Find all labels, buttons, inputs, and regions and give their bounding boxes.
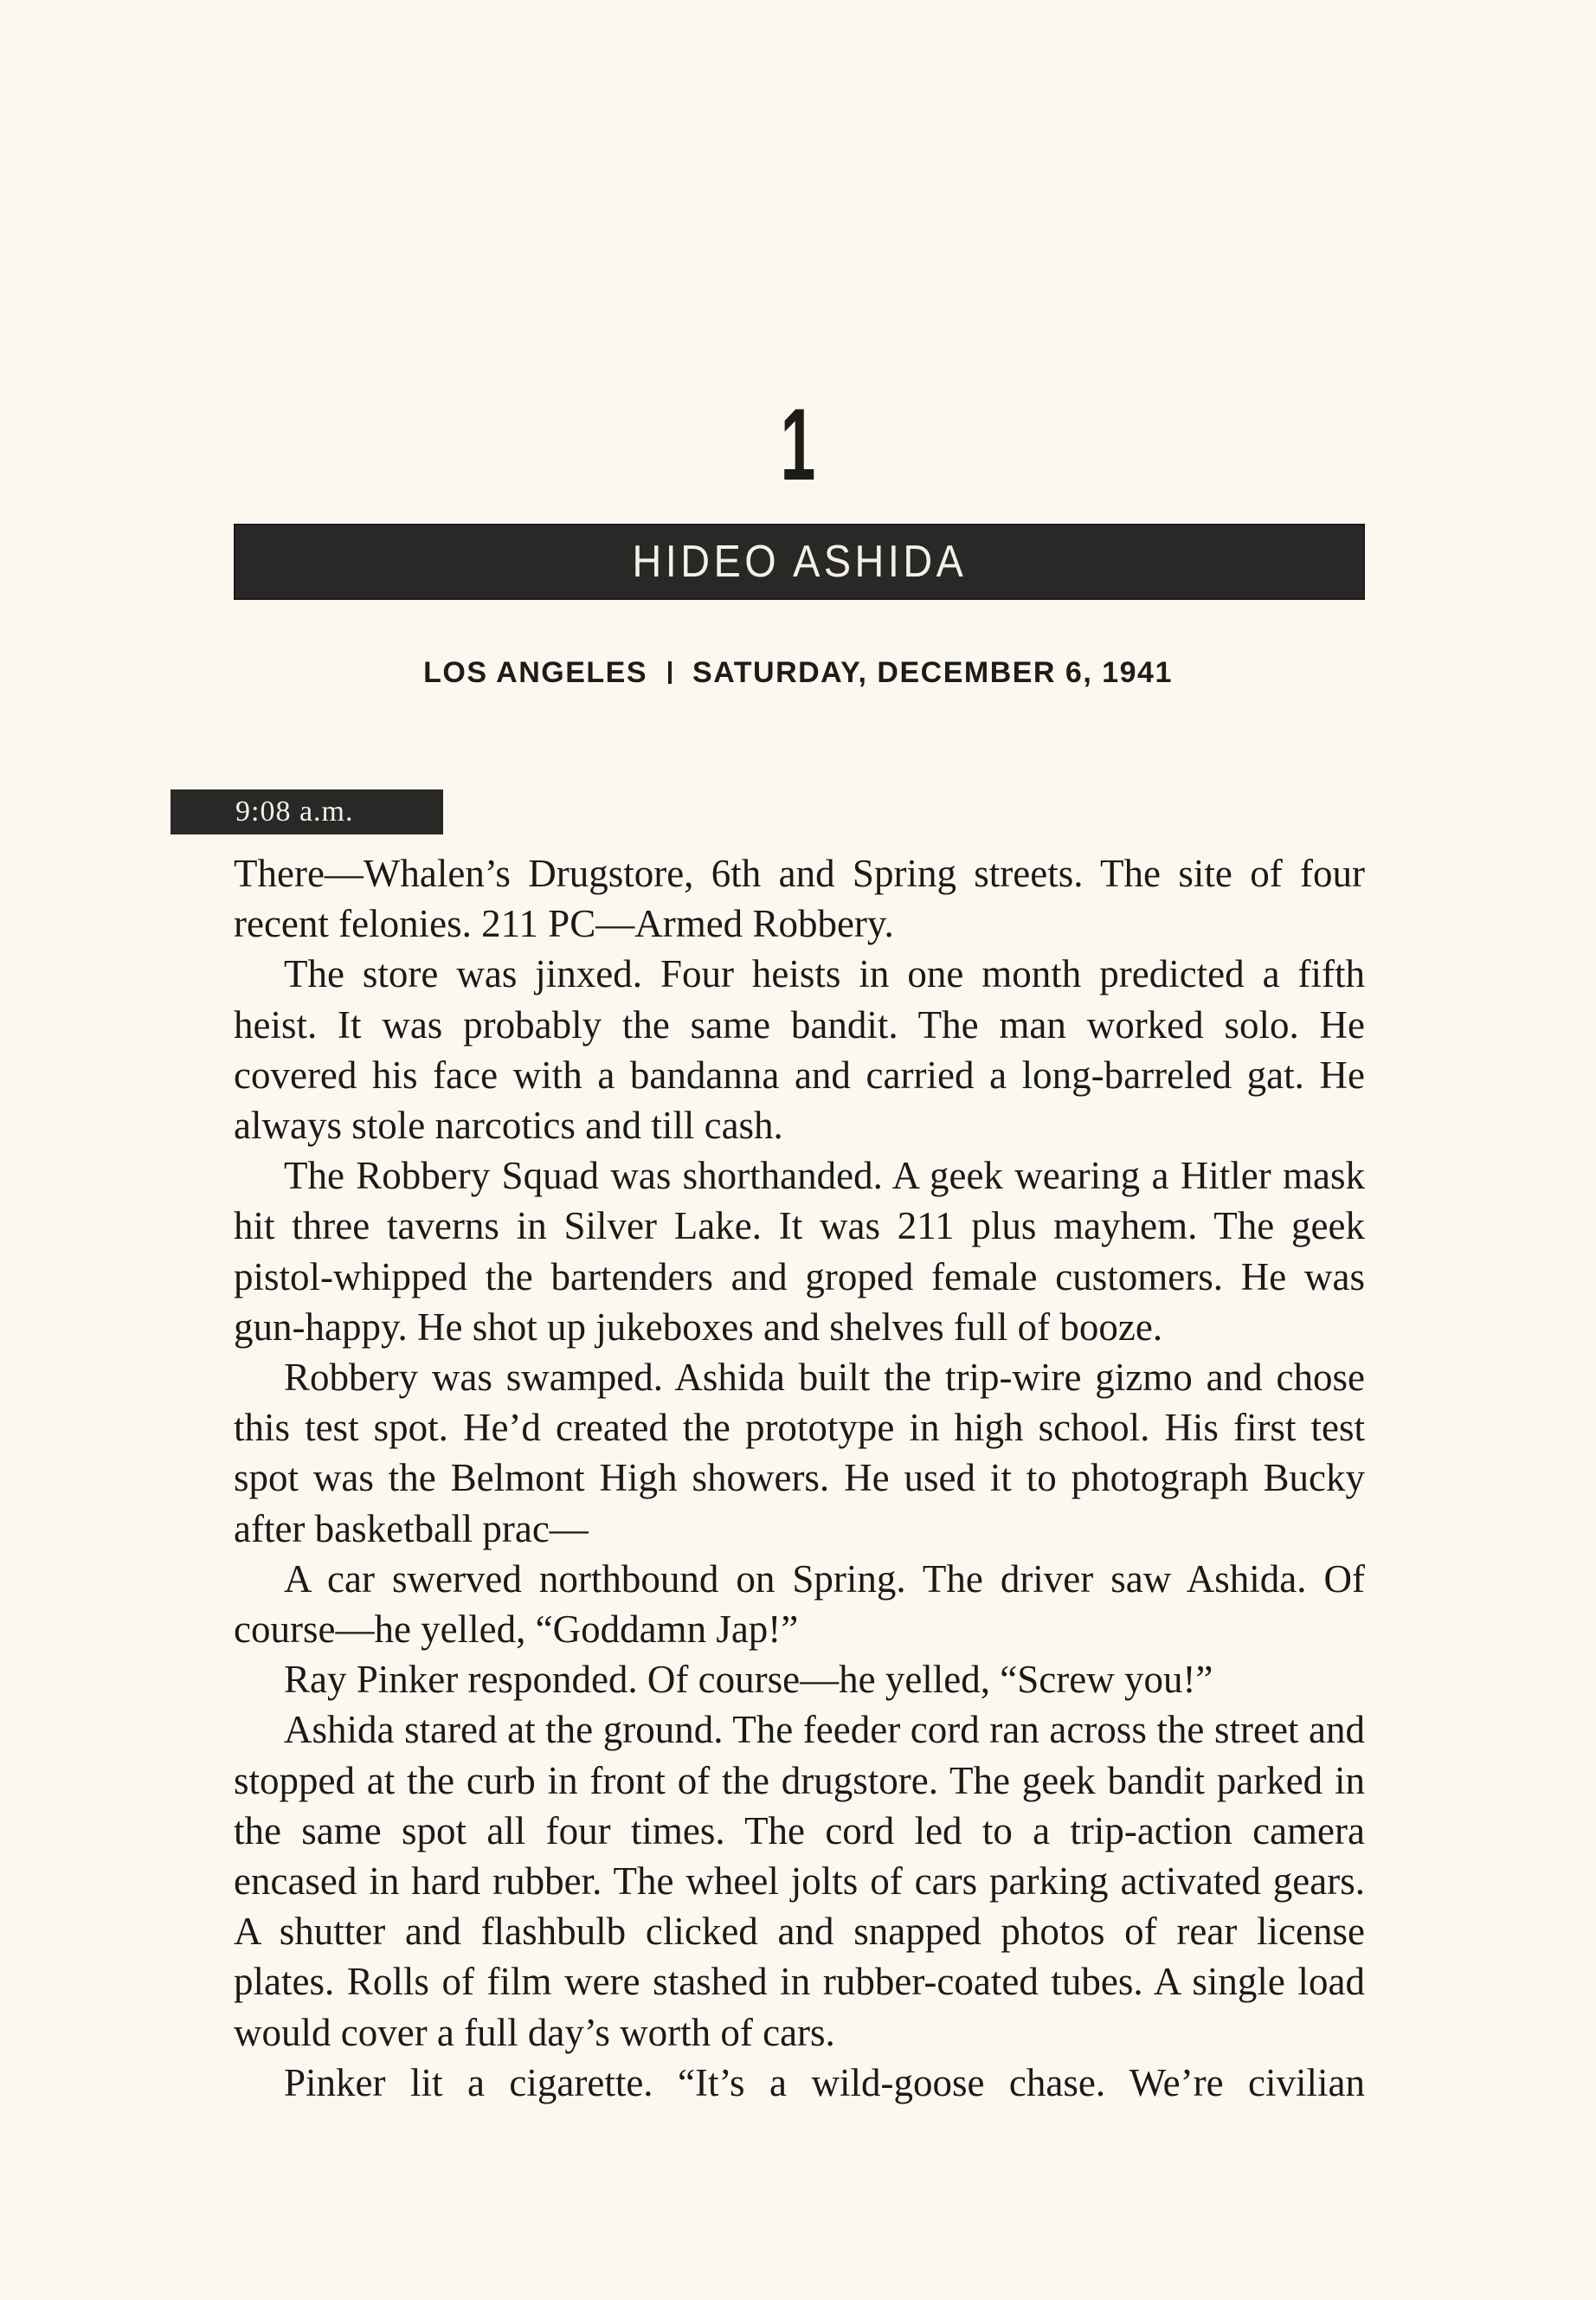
time-marker-text: 9:08 a.m. (235, 796, 354, 828)
paragraph: Pinker lit a cigarette. “It’s a wild-goose chase. We’re civilian (284, 2060, 1365, 2104)
paragraph: There—Whalen’s Drugstore, 6th and Spring streets. The site of four recent felonies. 211 PC—Armed Robbery. (234, 852, 1365, 946)
body-text (234, 848, 1365, 2108)
dateline-place: LOS ANGELES (423, 656, 648, 689)
paragraph: Ashida stared at the ground. The feeder cord ran across the street and stopped at the curb in front of the drugstore. The geek bandit parked in the same spot all four times. The cord led to a trip-action camera encased in hard rubber. The wheel jolts of cars parking activated gears. A shutter and flashbulb clicked and snapped photos of rear license plates. Rolls of film were stashed in rubber-coated tubes. A single load would cover a full day’s worth of cars. (234, 1708, 1365, 2054)
chapter-title-banner (234, 524, 1365, 600)
dateline (0, 656, 1596, 690)
time-marker (171, 789, 443, 834)
paragraph: The Robbery Squad was shorthanded. A geek wearing a Hitler mask hit three taverns in Silver Lake. It was 211 plus mayhem. The geek pistol-whipped the bartenders and groped female customers. He was gun-happy. He shot up jukeboxes and shelves full of booze. (234, 1154, 1365, 1349)
paragraph: Robbery was swamped. Ashida built the trip-wire gizmo and chose this test spot. He’d created the prototype in high school. His first test spot was the Belmont High showers. He used it to photograph Bucky after basketball prac— (234, 1356, 1365, 1550)
paragraph: The store was jinxed. Four heists in one month predicted a fifth heist. It was probably the same bandit. The man worked solo. He covered his face with a bandanna and carried a long-barreled gat. He always stole narcotics and till cash. (234, 952, 1365, 1148)
chapter-title: HIDEO ASHIDA (632, 537, 967, 587)
paragraph: A car swerved northbound on Spring. The driver saw Ashida. Of course—he yelled, “Goddamn Jap!” (234, 1556, 1365, 1652)
paragraph: Ray Pinker responded. Of course—he yelled, “Screw you!” (284, 1658, 1213, 1702)
chapter-number: 1 (780, 388, 816, 502)
dateline-date: SATURDAY, DECEMBER 6, 1941 (692, 656, 1173, 689)
dateline-separator (668, 661, 672, 684)
